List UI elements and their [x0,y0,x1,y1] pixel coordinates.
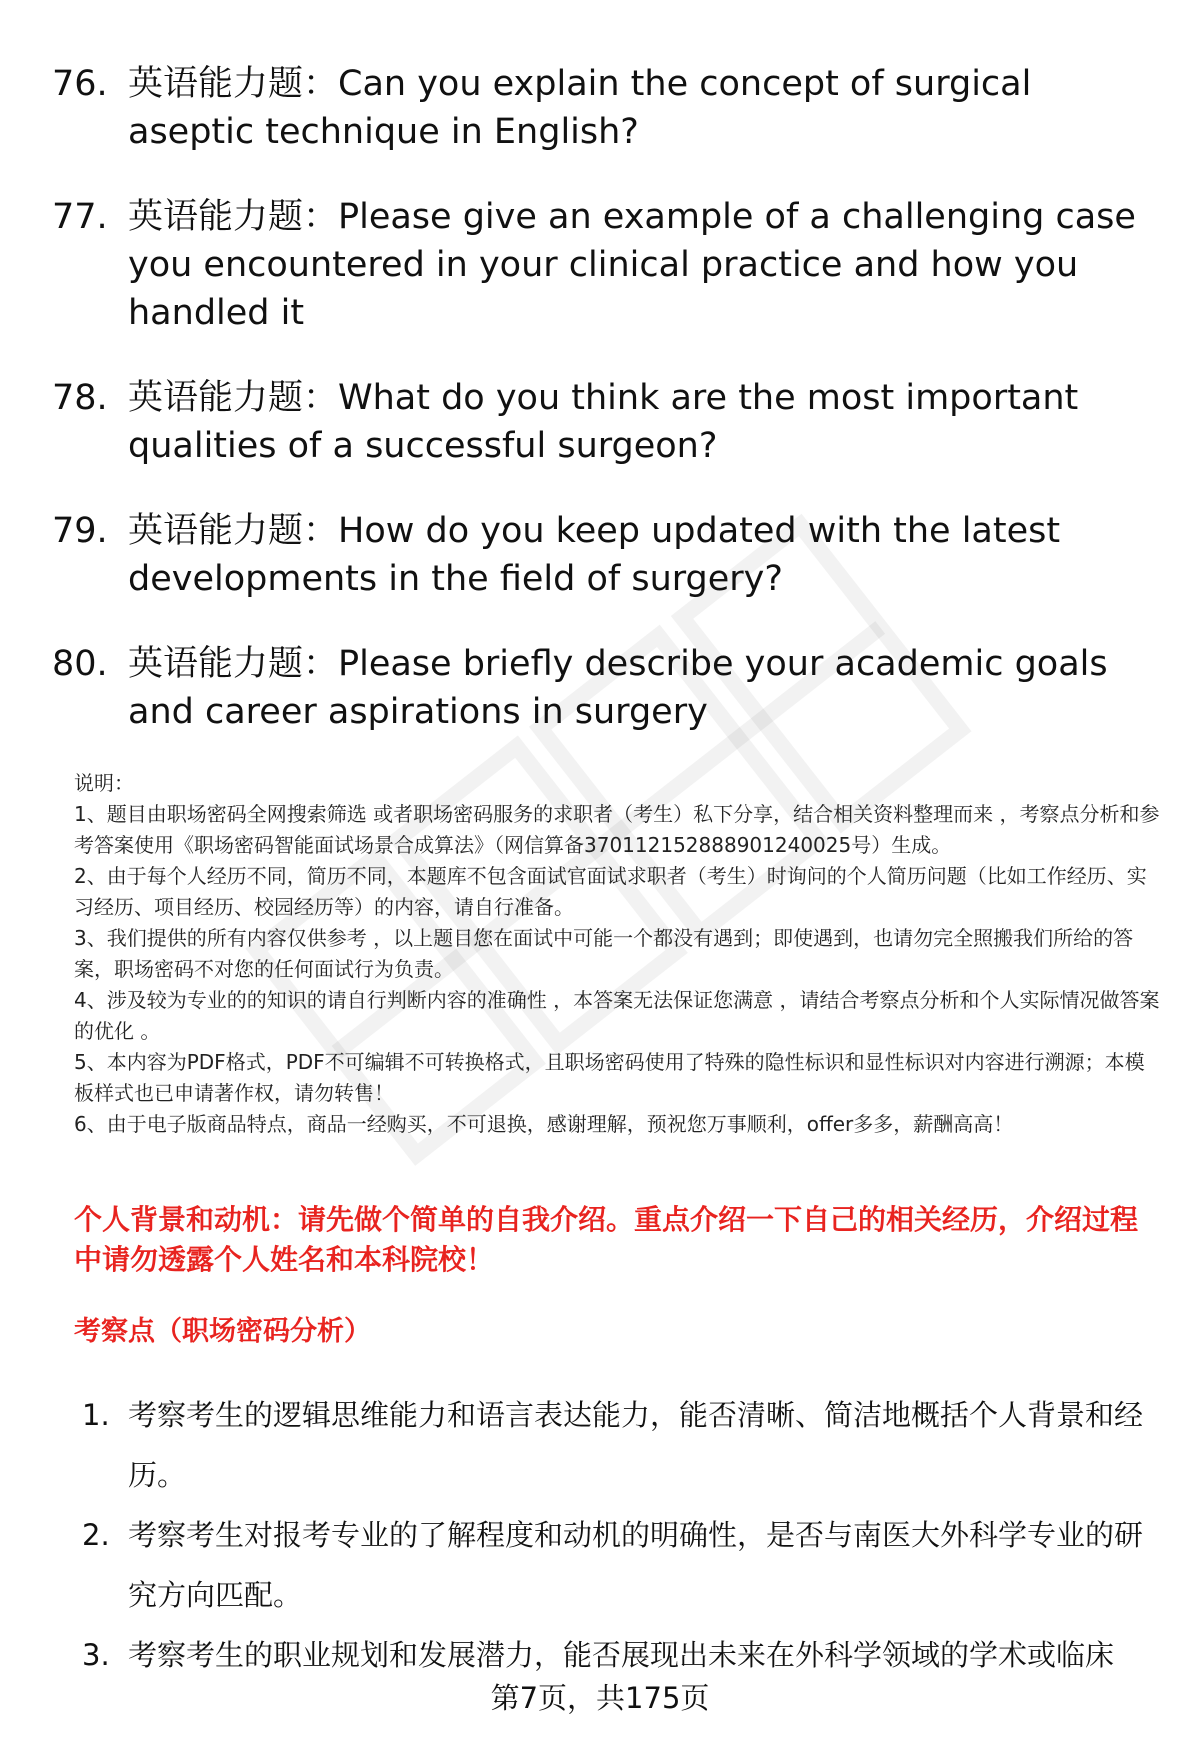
key-points-title: 考察点（职场密码分析） [74,1316,371,1347]
question-number: 78. [52,378,108,418]
key-point-text: 考察考生对报考专业的了解程度和动机的明确性，是否与南医大外科学专业的研究方向匹配。 [128,1518,1144,1612]
note-item: 3、我们提供的所有内容仅供参考 ，以上题目您在面试中可能一个都没有遇到；即使遇到，也请勿完全照搬我们所给的答案，职场密码不对您的任何面试行为负责。 [74,926,1134,981]
note-item: 2、由于每个人经历不同，简历不同，本题库不包含面试官面试求职者（考生）时询问的个人简历问题（比如工作经历、实习经历、项目经历、校园经历等）的内容，请自行准备。 [74,864,1147,919]
key-point-text: 考察考生的职业规划和发展潜力，能否展现出未来在外科学领域的学术或临床 [128,1638,1115,1672]
key-point-text: 考察考生的逻辑思维能力和语言表达能力，能否清晰、简洁地概括个人背景和经历。 [128,1398,1144,1492]
page-footer: 第7页，共175页 [490,1681,710,1715]
notes-heading: 说明： [74,771,134,795]
key-point-number: 2. [82,1518,110,1552]
question-item [52,374,1162,470]
note-item: 6、由于电子版商品特点，商品一经购买，不可退换，感谢理解，预祝您万事顺利，offer多多，薪酬高高！ [74,1112,1014,1136]
notes-section [74,768,1164,1140]
key-point-item [82,1625,1162,1685]
question-number: 79. [52,511,108,551]
question-text: 英语能力题：Can you explain the concept of surgical aseptic technique in English? [128,64,1032,152]
question-number: 77. [52,197,108,237]
note-item: 5、本内容为PDF格式，PDF不可编辑不可转换格式，且职场密码使用了特殊的隐性标识和显性标识对内容进行溯源；本模板样式也已申请著作权，请勿转售！ [74,1050,1145,1105]
note-item: 1、题目由职场密码全网搜索筛选 或者职场密码服务的求职者（考生）私下分享，结合相关资料整理而来 ，考察点分析和参考答案使用《职场密码智能面试场景合成算法》（网信算备370112152888901240025号）生成。 [74,802,1160,857]
question-item [52,640,1162,736]
question-text: 英语能力题：What do you think are the most important qualities of a successful surgeon? [128,378,1079,466]
question-item [52,60,1162,156]
key-point-item [82,1505,1162,1625]
key-point-item [82,1385,1162,1505]
key-points-list [82,1385,1162,1685]
key-point-number: 3. [82,1638,110,1672]
question-number: 76. [52,64,108,104]
question-item [52,193,1162,337]
note-item: 4、涉及较为专业的的知识的请自行判断内容的准确性 ，本答案无法保证您满意 ，请结合考察点分析和个人实际情况做答案的优化 。 [74,988,1160,1043]
background-question: 个人背景和动机：请先做个简单的自我介绍。重点介绍一下自己的相关经历，介绍过程中请勿透露个人姓名和本科院校！ [74,1203,1139,1276]
question-list [52,60,1162,773]
question-number: 80. [52,644,108,684]
key-point-number: 1. [82,1398,110,1432]
question-text: 英语能力题：How do you keep updated with the latest developments in the field of surgery? [128,511,1061,599]
question-text: 英语能力题：Please give an example of a challenging case you encountered in your clinical practice and how you handled it [128,197,1136,333]
question-item [52,507,1162,603]
question-text: 英语能力题：Please briefly describe your academic goals and career aspirations in surgery [128,644,1108,732]
